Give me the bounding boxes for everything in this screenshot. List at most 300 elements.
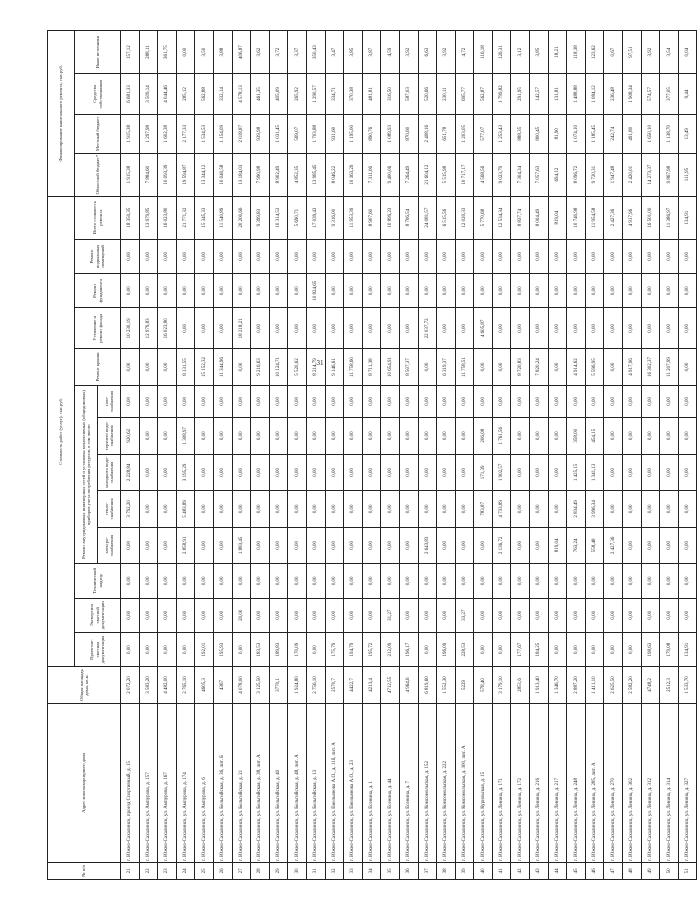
row-cell: 0,00 [325, 491, 344, 528]
row-cell: 8 131,55 [176, 349, 195, 386]
row-cell: 0,00 [232, 632, 251, 666]
row-cell: 1 346,70 [548, 667, 567, 704]
row-cell: 0,00 [511, 239, 530, 273]
row-cell: 9 399,83 [251, 196, 270, 239]
row-cell: 0,00 [548, 308, 567, 349]
row-cell: 2 018,87 [232, 114, 251, 153]
row-cell: 3 509,14 [139, 74, 158, 115]
row-cell: 10 124,71 [269, 349, 288, 386]
row-cell: 0,00 [418, 598, 437, 632]
row-cell: 3,54 [660, 31, 679, 74]
row-cell: 0,00 [511, 491, 530, 528]
row-cell: 1 799,82 [492, 74, 511, 115]
row-cell: 1 703,88 [306, 114, 325, 153]
row-cell: 0,00 [213, 308, 232, 349]
row-cell: 0,00 [288, 239, 307, 273]
row-cell: 13 344,12 [195, 153, 214, 196]
row-cell: 31,27 [381, 598, 400, 632]
row-cell: 2 228,84 [121, 454, 140, 491]
table-row [232, 31, 251, 880]
row-cell: 783,87 [474, 491, 493, 528]
row-cell: 0,00 [362, 598, 381, 632]
row-cell: 3,72 [269, 31, 288, 74]
header-address: Адрес многоквартирного дома [48, 703, 121, 862]
row-cell: 3,62 [251, 31, 270, 74]
row-address: г. Южно-Сахалинск, ул. Ленина, д. 302 [623, 703, 642, 862]
header-foundation: Ремонт фундамента [75, 274, 121, 308]
row-cell: 0,00 [530, 385, 549, 417]
row-cell: 0,00 [492, 239, 511, 273]
row-cell: 2 756,10 [306, 667, 325, 704]
row-cell: 0,00 [269, 564, 288, 598]
row-cell: 0,00 [585, 632, 604, 666]
row-cell: 0,00 [121, 527, 140, 564]
row-address: г. Южно-Сахалинск, ул. Ампурова, д. 6 [195, 703, 214, 862]
row-cell: 0,00 [176, 239, 195, 273]
row-cell: 0,00 [139, 454, 158, 491]
row-cell: 870,60 [399, 114, 418, 153]
row-cell: 81,90 [548, 114, 567, 153]
rotated-table-page [47, 30, 691, 880]
row-cell: 7 264,49 [399, 153, 418, 196]
row-cell: 0,00 [399, 564, 418, 598]
row-cell: 0,00 [548, 385, 567, 417]
row-cell: 0,00 [381, 454, 400, 491]
table-row [139, 31, 158, 880]
row-cell: 6,63 [418, 31, 437, 74]
row-cell: 0,00 [213, 274, 232, 308]
row-cell: 7 820,24 [530, 349, 549, 386]
row-cell: 198,63 [641, 632, 660, 666]
row-cell: 116,18 [474, 31, 493, 74]
row-cell: 7 304,34 [511, 153, 530, 196]
row-cell: 1 761,56 [492, 418, 511, 455]
row-cell: 0,00 [678, 349, 697, 386]
row-address: г. Южно-Сахалинск, ул. Курильская, д. 15 [474, 703, 493, 862]
row-cell: 194,79 [344, 632, 363, 666]
row-cell: 0,00 [232, 385, 251, 417]
row-cell: 9,44 [678, 74, 697, 115]
row-cell: 0,00 [195, 527, 214, 564]
row-cell: 920,62 [121, 418, 140, 455]
row-cell: 377,05 [660, 74, 679, 115]
row-cell: 0,00 [623, 418, 642, 455]
row-cell: 0,00 [381, 308, 400, 349]
row-cell: 0,00 [604, 632, 623, 666]
row-cell: 9 023,79 [492, 153, 511, 196]
row-cell: 0,00 [288, 598, 307, 632]
row-number: 47 [604, 862, 623, 879]
row-cell: 5 483,89 [176, 491, 195, 528]
row-cell: 0,00 [251, 491, 270, 528]
row-cell: 695,77 [455, 74, 474, 115]
row-cell: 0,00 [437, 491, 456, 528]
row-cell: 1 154,09 [213, 114, 232, 153]
row-cell: 0,00 [455, 239, 474, 273]
row-cell: 0,00 [158, 454, 177, 491]
table-row [195, 31, 214, 880]
row-cell: 0,00 [678, 308, 697, 349]
row-cell: 0,00 [158, 632, 177, 666]
row-cell: 157,12 [121, 31, 140, 74]
row-cell: 9 316,00 [325, 196, 344, 239]
row-number: 30 [288, 862, 307, 879]
row-cell: 8 507,37 [399, 349, 418, 386]
row-cell: 0,00 [251, 598, 270, 632]
row-cell: 4213,4 [362, 667, 381, 704]
row-number: 46 [585, 862, 604, 879]
row-cell: 1 533,70 [678, 667, 697, 704]
row-cell: 0,00 [251, 454, 270, 491]
row-cell: 800,45 [530, 114, 549, 153]
row-cell: 3,92 [399, 31, 418, 74]
row-cell: 0,00 [139, 564, 158, 598]
table-row [213, 31, 232, 880]
row-cell: 0,00 [158, 349, 177, 386]
row-cell: 10 093,39 [158, 153, 177, 196]
row-cell: 0,00 [660, 274, 679, 308]
row-cell: 10 230,19 [121, 308, 140, 349]
row-cell: 0,00 [195, 454, 214, 491]
row-number: 42 [511, 862, 530, 879]
row-cell: 3 583,20 [139, 667, 158, 704]
row-cell: 0,00 [251, 564, 270, 598]
row-cell: 0,00 [251, 418, 270, 455]
row-cell: 0,00 [641, 239, 660, 273]
header-financing: Финансирование капитального ремонта, тыс.руб. [48, 31, 75, 197]
row-cell: 0,00 [604, 418, 623, 455]
row-cell: 0,00 [511, 527, 530, 564]
row-cell: 0,00 [232, 274, 251, 308]
row-cell: 0,00 [623, 385, 642, 417]
row-number: 50 [660, 862, 679, 879]
table-row [158, 31, 177, 880]
row-cell: 0,00 [548, 349, 567, 386]
row-cell: 1 488,88 [567, 74, 586, 115]
row-number: 34 [362, 862, 381, 879]
row-address: г. Южно-Сахалинск, ул. Емельянова А.О., д. 23 [344, 703, 363, 862]
row-address: г. Южно-Сахалинск, ул. Бельгийская, д. 36, лит. Б [213, 703, 232, 862]
row-cell: 888,35 [511, 114, 530, 153]
row-cell: 0,00 [437, 598, 456, 632]
header-other: Иные источники [75, 31, 121, 74]
row-cell: 819,04 [548, 196, 567, 239]
header-roof: Ремонт крыши [75, 349, 121, 386]
row-cell: 1 297,98 [139, 114, 158, 153]
row-address: г. Южно-Сахалинск, ул. Ленина, д. 217 [548, 703, 567, 862]
row-cell: 0,00 [585, 598, 604, 632]
row-cell: 0,00 [492, 564, 511, 598]
header-owners: Средства собственников [75, 74, 121, 115]
row-cell: 0,00 [325, 598, 344, 632]
table-row [418, 31, 437, 880]
row-cell: 0,00 [176, 308, 195, 349]
row-cell: 0,00 [362, 385, 381, 417]
row-cell: 0,00 [455, 527, 474, 564]
row-number: 28 [251, 862, 270, 879]
row-cell: 184,25 [530, 632, 549, 666]
row-cell: 0,00 [381, 527, 400, 564]
row-cell: 7 884,60 [139, 153, 158, 196]
row-cell: 0,00 [641, 385, 660, 417]
row-cell: 0,00 [121, 239, 140, 273]
row-cell: 212,09 [381, 632, 400, 666]
row-address: г. Южно-Сахалинск, ул. Бельгийская, д. 21 [232, 703, 251, 862]
row-cell: 2 136,72 [492, 527, 511, 564]
row-cell: 0,00 [511, 418, 530, 455]
row-cell: 0,00 [455, 385, 474, 417]
row-cell: 18,21 [548, 31, 567, 74]
row-cell: 481,81 [362, 74, 381, 115]
row-cell: 0,00 [437, 418, 456, 455]
table-row [604, 31, 623, 880]
row-cell: 0,00 [678, 527, 697, 564]
row-cell: 33,27 [455, 598, 474, 632]
row-cell: 0,00 [306, 632, 325, 666]
header-basement-premises: Ремонт подвальных помещений [75, 239, 121, 273]
row-cell: 358,00 [567, 418, 586, 455]
row-address: г. Южно-Сахалинск, ул. Ленина, д. 171 [492, 703, 511, 862]
row-cell: 1 411,10 [585, 667, 604, 704]
header-heat: тепло-снабжения [98, 491, 121, 528]
row-cell: 4 578,13 [232, 74, 251, 115]
row-cell: 0,00 [474, 349, 493, 386]
row-cell: 0,00 [418, 454, 437, 491]
row-cell: 196,09 [437, 632, 456, 666]
row-cell: 4 917,96 [623, 196, 642, 239]
row-cell: 0,00 [213, 454, 232, 491]
row-cell: 0,00 [213, 385, 232, 417]
row-cell: 0,00 [158, 385, 177, 417]
row-cell: 0,00 [678, 598, 697, 632]
row-cell: 0,00 [269, 418, 288, 455]
row-cell: 0,00 [511, 598, 530, 632]
row-cell: 19 594,87 [176, 153, 195, 196]
row-cell: 0,00 [121, 385, 140, 417]
row-cell: 0,00 [232, 454, 251, 491]
row-cell: 0,00 [455, 274, 474, 308]
row-cell: 0,00 [288, 564, 307, 598]
row-cell: 0,00 [251, 239, 270, 273]
row-cell: 0,00 [455, 418, 474, 455]
row-cell: 0,00 [158, 418, 177, 455]
row-cell: 2 625,50 [604, 667, 623, 704]
row-number: 43 [530, 862, 549, 879]
row-cell: 13 985,45 [306, 153, 325, 196]
row-cell: 0,00 [437, 308, 456, 349]
row-cell: 694,12 [548, 153, 567, 196]
row-cell: 0,00 [474, 274, 493, 308]
row-cell: 0,00 [567, 239, 586, 273]
row-cell: 0,00 [232, 418, 251, 455]
row-cell: 0,00 [474, 564, 493, 598]
row-cell: 0,00 [567, 274, 586, 308]
row-cell: 0,00 [660, 564, 679, 598]
row-address: г. Южно-Сахалинск, ул. Комсомольская, д. 222 [437, 703, 456, 862]
row-cell: 0,00 [678, 564, 697, 598]
row-cell: 0,00 [195, 598, 214, 632]
row-address: г. Южно-Сахалинск, ул. Ленина, д. 285, лит. А [585, 703, 604, 862]
row-number: 23 [158, 862, 177, 879]
header-expertise: Экспертиза сметной документации [75, 598, 121, 632]
row-cell: 0,00 [399, 454, 418, 491]
row-cell: 0,00 [195, 239, 214, 273]
row-cell: 0,00 [176, 385, 195, 417]
row-cell: 183,53 [251, 632, 270, 666]
row-address: г. Южно-Сахалинск, ул. Бельгийская, д. 38, лит. А [251, 703, 270, 862]
row-cell: 0,00 [325, 454, 344, 491]
row-cell: 0,00 [492, 598, 511, 632]
row-cell: 0,00 [604, 598, 623, 632]
row-cell: 0,00 [195, 308, 214, 349]
row-cell: 3,92 [437, 31, 456, 74]
row-cell: 0,00 [325, 308, 344, 349]
page-number: 31 [316, 359, 324, 367]
row-cell: 3,88 [213, 31, 232, 74]
row-cell: 7 990,98 [251, 153, 270, 196]
row-cell: 0,00 [362, 239, 381, 273]
row-cell: 0,00 [288, 527, 307, 564]
row-cell: 0,00 [641, 274, 660, 308]
row-cell: 9 400,06 [381, 153, 400, 196]
row-address: г. Южно-Сахалинск, ул. Ленина, д. 248 [567, 703, 586, 862]
row-cell: 0,00 [511, 564, 530, 598]
table-row [548, 31, 567, 880]
row-address: г. Южно-Сахалинск, ул. Бельгийская, д. 13 [306, 703, 325, 862]
row-cell: 2 643,83 [418, 527, 437, 564]
row-cell: 0,00 [344, 385, 363, 417]
row-cell: 0,00 [623, 598, 642, 632]
row-cell: 12 979,83 [139, 308, 158, 349]
header-total: Всего стоимость ремонта [75, 196, 121, 239]
row-cell: 0,00 [362, 564, 381, 598]
row-cell: 0,00 [548, 491, 567, 528]
table-row [455, 31, 474, 880]
row-cell: 1 425,15 [567, 454, 586, 491]
row-cell: 1 924,80 [288, 667, 307, 704]
row-cell: 0,00 [139, 239, 158, 273]
row-cell: 0,00 [344, 598, 363, 632]
row-cell: 0,00 [325, 418, 344, 455]
row-cell: 15 152,32 [195, 349, 214, 386]
row-cell: 0,00 [623, 527, 642, 564]
row-cell: 520,66 [418, 74, 437, 115]
row-cell: 118,38 [567, 31, 586, 74]
row-cell: 0,00 [306, 418, 325, 455]
row-cell: 10 717,17 [455, 153, 474, 196]
table-row [176, 31, 195, 880]
table-row [660, 31, 679, 880]
row-cell: 0,00 [121, 632, 140, 666]
row-cell: 131,81 [548, 74, 567, 115]
row-cell: 11 953,39 [344, 196, 363, 239]
table-row [251, 31, 270, 880]
row-cell: 1 913,40 [530, 667, 549, 704]
row-cell: 406,87 [232, 31, 251, 74]
row-cell: 0,00 [362, 274, 381, 308]
row-cell: 9 720,31 [585, 153, 604, 196]
row-cell: 350,43 [306, 31, 325, 74]
row-cell: 0,00 [325, 564, 344, 598]
header-design: Проектно-сметная документация [75, 632, 121, 666]
row-cell: 16 302,37 [641, 349, 660, 386]
row-cell: 0,00 [660, 385, 679, 417]
row-cell: 562,87 [474, 74, 493, 115]
row-address: г. Южно-Сахалинск, ул. Ленина, д. 216 [530, 703, 549, 862]
row-cell: 1 552,30 [437, 667, 456, 704]
row-cell: 1 902,57 [492, 454, 511, 491]
table-row [623, 31, 642, 880]
row-cell: 0,00 [455, 454, 474, 491]
table-header [48, 31, 121, 880]
row-cell: 5229 [455, 667, 474, 704]
row-cell: 574,57 [641, 74, 660, 115]
row-cell: 0,00 [678, 239, 697, 273]
row-cell: 0,00 [195, 274, 214, 308]
row-cell: 0,00 [139, 274, 158, 308]
row-number: 38 [437, 862, 456, 879]
row-cell: 0,00 [530, 527, 549, 564]
row-cell: 578,40 [474, 667, 493, 704]
row-cell: 0,00 [158, 527, 177, 564]
row-number: 36 [399, 862, 418, 879]
row-cell: 0,00 [344, 564, 363, 598]
row-cell: 0,00 [418, 564, 437, 598]
table-row [492, 31, 511, 880]
row-cell: 0,00 [362, 454, 381, 491]
row-cell: 5 520,62 [288, 349, 307, 386]
row-cell: 763,24 [567, 527, 586, 564]
row-cell: 170,09 [288, 632, 307, 666]
row-cell: 3 195,29 [176, 454, 195, 491]
row-cell: 0,00 [530, 491, 549, 528]
row-cell: 1 341,13 [585, 454, 604, 491]
row-cell: 0,00 [362, 491, 381, 528]
row-cell: 4 914,62 [567, 349, 586, 386]
row-cell: 316,50 [381, 74, 400, 115]
header-hot-water: горячего водо-снабжения [98, 418, 121, 455]
row-cell: 0,00 [213, 527, 232, 564]
row-number: 26 [213, 862, 232, 879]
row-cell: 0,00 [306, 491, 325, 528]
row-cell: 0,00 [139, 349, 158, 386]
row-cell: 0,00 [344, 418, 363, 455]
row-cell: 7 311,06 [362, 153, 381, 196]
row-address: г. Южно-Сахалинск, ул. Ампурова, д. 167 [158, 703, 177, 862]
row-cell: 569,07 [288, 114, 307, 153]
row-cell: 2 072,20 [121, 667, 140, 704]
row-cell: 0,00 [269, 598, 288, 632]
row-cell: 0,00 [344, 491, 363, 528]
row-cell: 6 515,56 [437, 196, 456, 239]
row-cell: 0,00 [213, 564, 232, 598]
row-cell: 0,00 [567, 564, 586, 598]
table-row [344, 31, 363, 880]
row-cell: 288,11 [139, 31, 158, 74]
table-body [121, 31, 697, 880]
table-row [121, 31, 140, 880]
row-cell: 4712,55 [381, 667, 400, 704]
row-cell: 405,09 [269, 74, 288, 115]
row-cell: 0,00 [585, 308, 604, 349]
row-cell: 0,00 [437, 274, 456, 308]
row-cell: 0,00 [399, 491, 418, 528]
row-cell: 0,00 [344, 454, 363, 491]
table-row [288, 31, 307, 880]
row-cell: 12 020,33 [455, 196, 474, 239]
row-cell: 242,74 [604, 114, 623, 153]
row-cell: 0,00 [585, 564, 604, 598]
